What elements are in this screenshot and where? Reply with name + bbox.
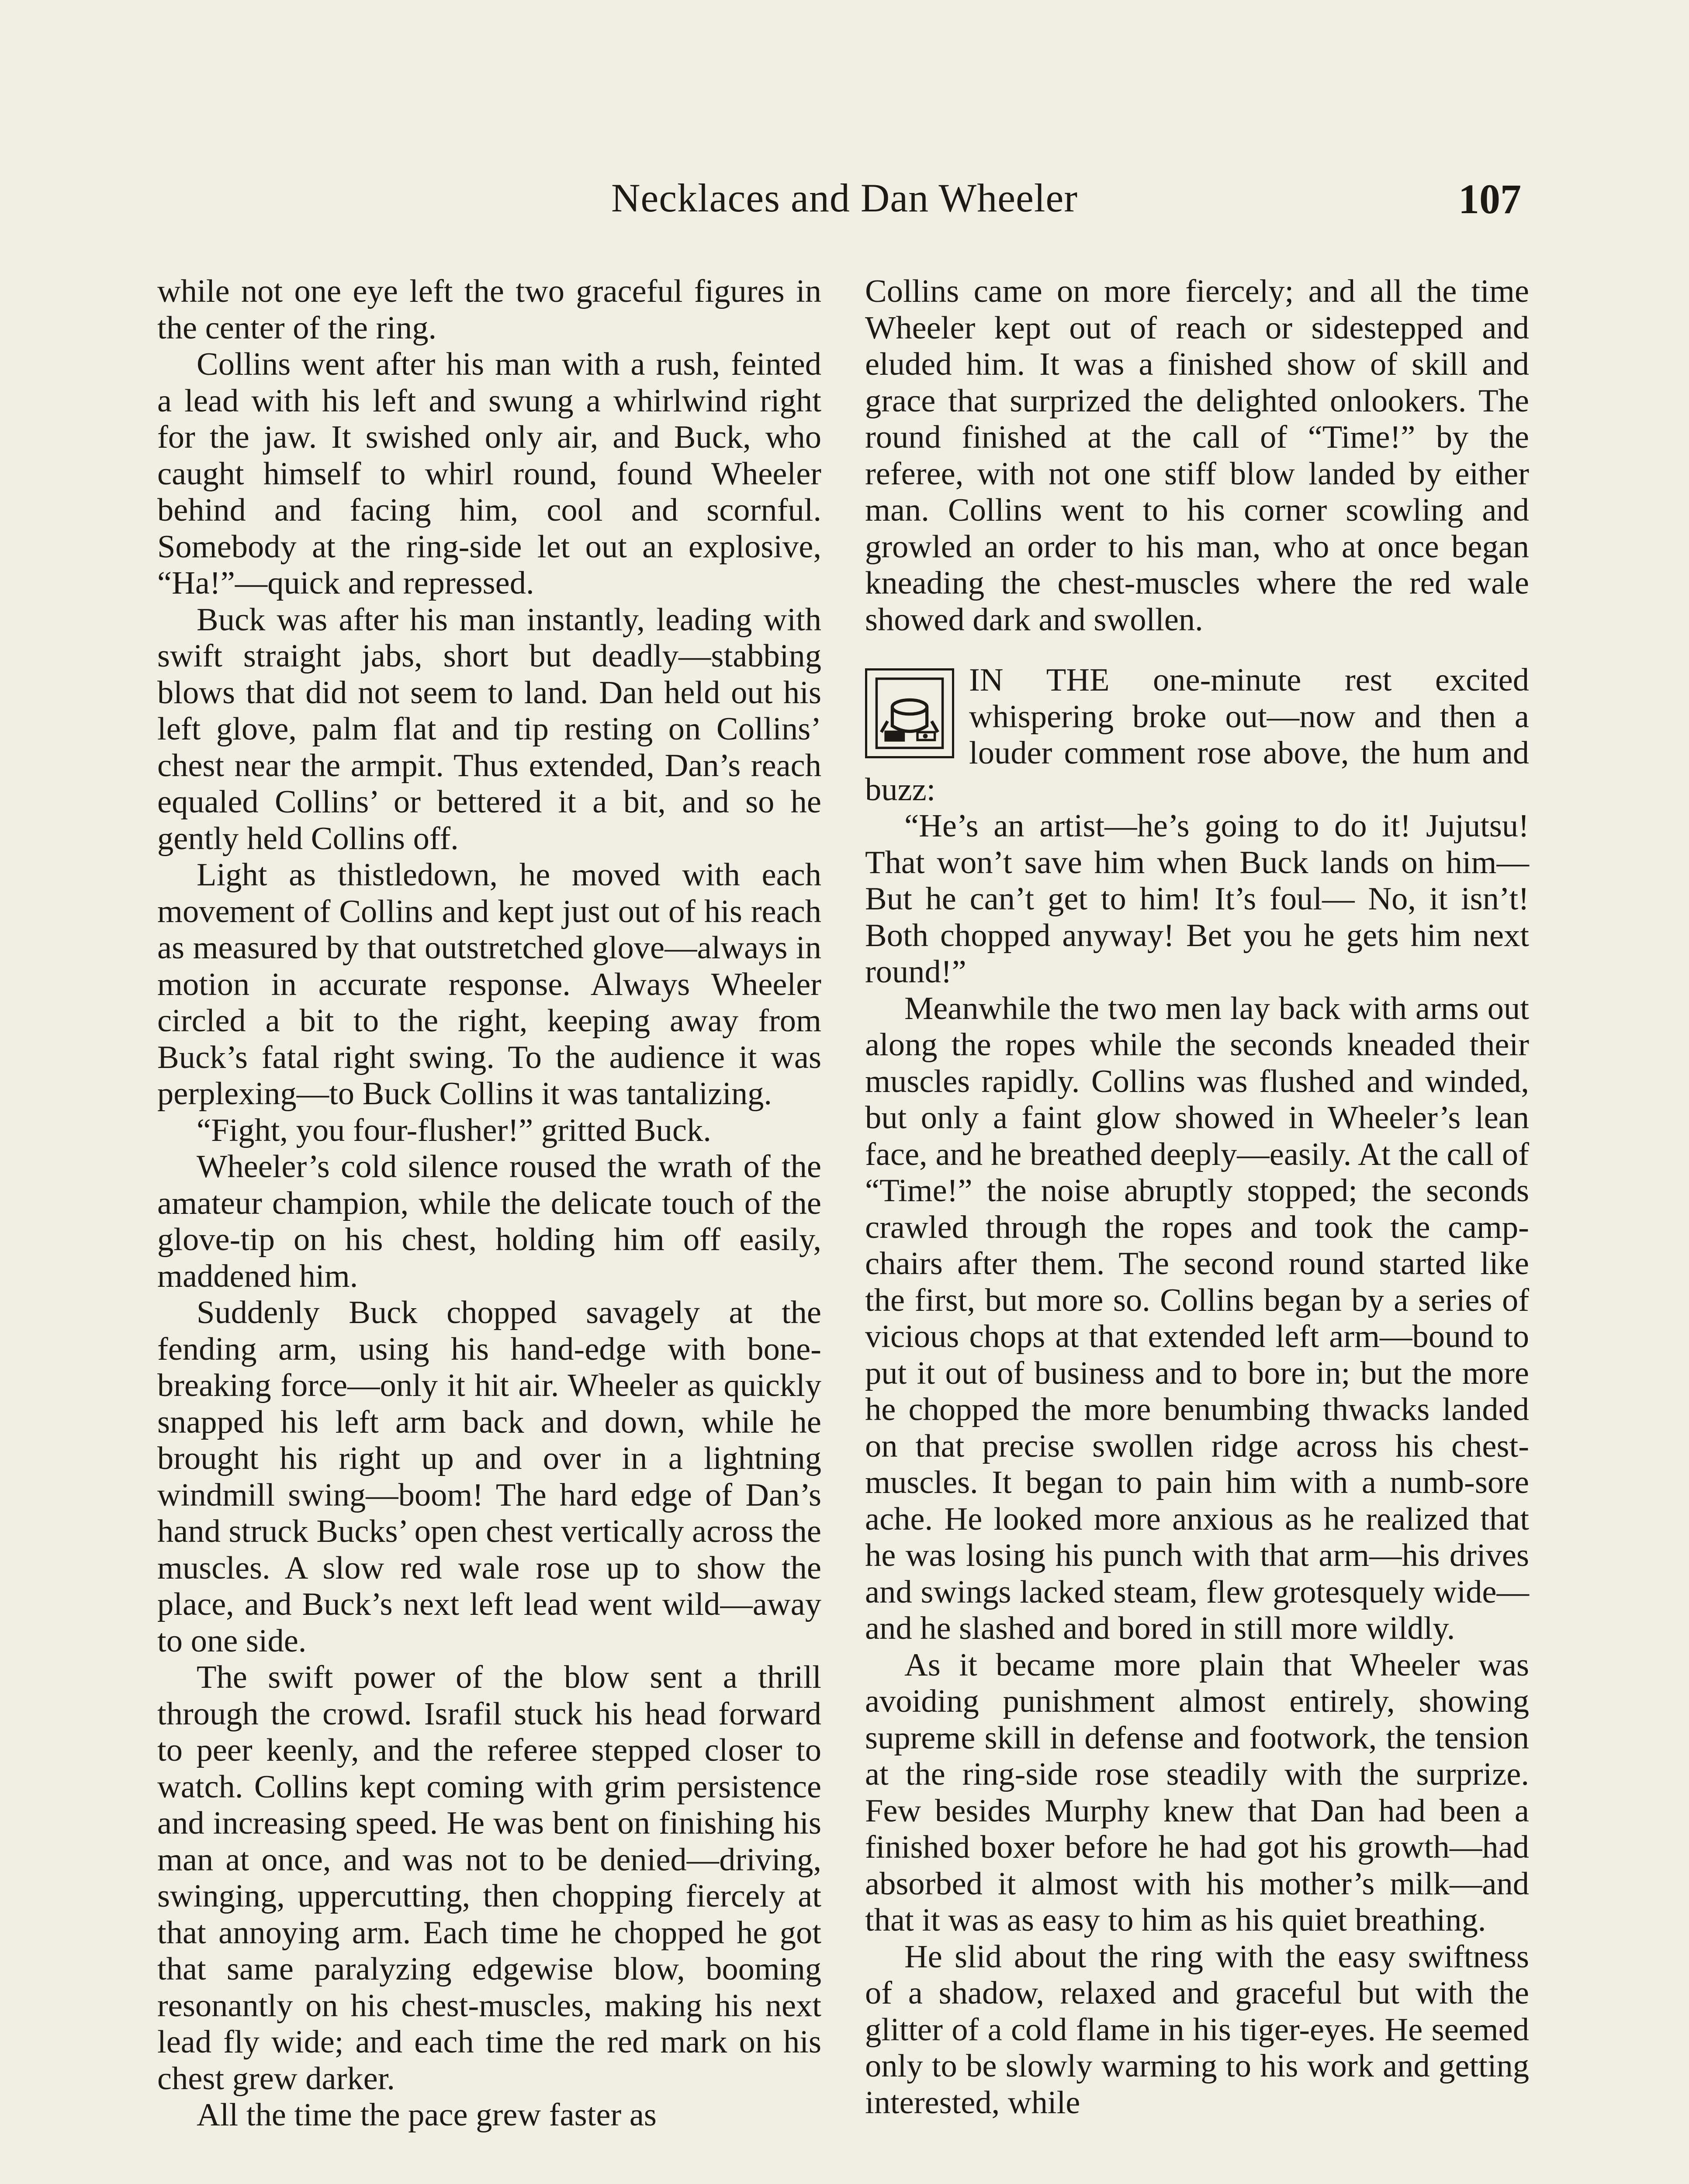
paragraph: As it became more plain that Wheeler was avoiding punishment almost entirely, showing supreme skill in defense and footwork, the tension at the ring-side rose steadily with the surprize. Few besides Murphy knew that Dan had been a finished boxer before he had got his growth—had absorbed it almost with his mother’s milk—and that it was as easy to him as his quiet breathing. <box>865 1647 1529 1938</box>
paragraph: The swift power of the blow sent a thrill through the crowd. Israfil stuck his head forward to peer keenly, and the referee stepped closer to watch. Collins kept coming with grim persistence and increasing speed. He was bent on finishing his man at once, and was not to be denied—driving, swinging, uppercutting, then chopping fiercely at that annoying arm. Each time he chopped he got that same paralyzing edgewise blow, booming resonantly on his chest-muscles, making his next lead fly wide; and each time the red mark on his chest grew darker. <box>157 1659 821 2097</box>
paragraph: “Fight, you four-flusher!” gritted Buck. <box>197 1112 711 1148</box>
paragraph: Collins came on more fiercely; and all the time Wheeler kept out of reach or sidestepped and eluded him. It was a finished show of skill and grace that surprized the delighted onlookers. The round finished at the call of “Time!” by the referee, with not one stiff blow landed by either man. Collins went to his corner scowling and growled an order to his man, who at once began kneading the chest-muscles where the red wale showed dark and swollen. <box>865 273 1529 638</box>
running-title: Necklaces and Dan Wheeler <box>611 176 1078 220</box>
paragraph: Wheeler’s cold silence roused the wrath of the amateur champion, while the delicate touch of the glove-tip on his chest, holding him off easily, maddened him. <box>157 1149 821 1294</box>
paragraph: Collins went after his man with a rush, feinted a lead with his left and swung a whirlwind right for the jaw. It swished only air, and Buck, who caught himself to whirl round, found Wheeler behind and facing him, cool and scornful. Somebody at the ring-side let out an explosive, “Ha!”—quick and repressed. <box>157 346 821 601</box>
left-column <box>157 273 821 2134</box>
paragraph: while not one eye left the two graceful figures in the center of the ring. <box>157 273 821 346</box>
paragraph: He slid about the ring with the easy swiftness of a shadow, relaxed and graceful but with the glitter of a cold flame in his tiger-eyes. He seemed only to be slowly warming to his work and getting interested, while <box>865 1939 1529 2121</box>
paragraph: Light as thistledown, he moved with each movement of Collins and kept just out of his reach as measured by that outstretched glove—always in motion in accurate response. Always Wheeler circled a bit to the right, keeping away from Buck’s fatal right swing. To the audience it was perplexing—to Buck Collins it was tantalizing. <box>157 857 821 1112</box>
right-column <box>865 273 1529 2121</box>
paragraph: “He’s an artist—he’s going to do it! Jujutsu! That won’t save him when Buck lands on him— But he can’t get to him! It’s foul— No, it isn’t! Both chopped anyway! Bet you he gets him next round!” <box>865 808 1529 990</box>
paragraph: Suddenly Buck chopped savagely at the fending arm, using his hand-edge with bone-breaking force—only it hit air. Wheeler as quickly snapped his left arm back and down, while he brought his right up and over in a lightning windmill swing—boom! The hard edge of Dan’s hand struck Bucks’ open chest vertically across the muscles. A slow red wale rose up to show the place, and Buck’s next left lead went wild—away to one side. <box>157 1295 821 1659</box>
boxer-vignette-icon <box>870 674 949 753</box>
page-number: 107 <box>1458 176 1521 222</box>
decorative-initial-icon <box>865 668 954 758</box>
paragraph: Buck was after his man instantly, leading with swift straight jabs, short but deadly—stabbing blows that did not seem to land. Dan held out his left glove, palm flat and tip resting on Collins’ chest near the armpit. Thus extended, Dan’s reach equaled Collins’ or bettered it a bit, and so he gently held Collins off. <box>157 601 821 857</box>
section-lead-paragraph: IN THE one-minute rest excited whispering broke out—now and then a louder comment rose above, the hum and buzz: <box>865 662 1529 808</box>
paragraph: All the time the pace grew faster as <box>197 2097 657 2133</box>
page-header <box>0 175 1689 236</box>
paragraph: Meanwhile the two men lay back with arms out along the ropes while the seconds kneaded their muscles rapidly. Collins was flushed and winded, but only a faint glow showed in Wheeler’s lean face, and he breathed deeply—easily. At the call of “Time!” the noise abruptly stopped; the seconds crawled through the ropes and took the camp-chairs after them. The second round started like the first, but more so. Collins began by a series of vicious chops at that extended left arm—bound to put it out of business and to bore in; but the more he chopped the more benumbing thwacks landed on that precise swollen ridge across his chest-muscles. It began to pain him with a numb-sore ache. He looked more anxious as he realized that he was losing his punch with that arm—his drives and swings lacked steam, flew grotesquely wide—and he slashed and bored in still more wildly. <box>865 990 1529 1646</box>
section-break <box>865 662 1529 808</box>
